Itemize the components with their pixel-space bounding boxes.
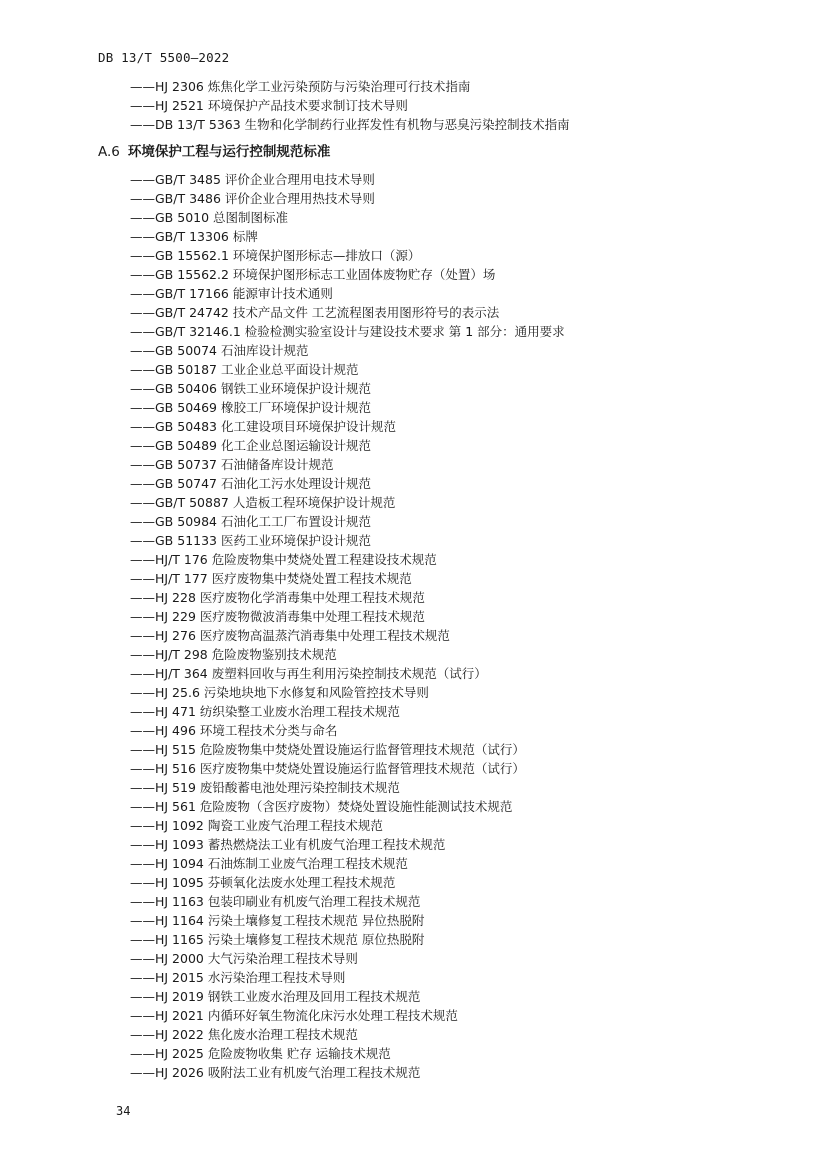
standard-list-item: ——GB 50984 石油化工工厂布置设计规范: [130, 514, 371, 529]
standard-list-item: ——GB 5010 总图制图标准: [130, 210, 289, 225]
standard-list-item: ——HJ 496 环境工程技术分类与命名: [130, 723, 338, 738]
standard-list-item: ——HJ 2026 吸附法工业有机废气治理工程技术规范: [130, 1065, 421, 1080]
standard-list-item: ——HJ/T 176 危险废物集中焚烧处置工程建设技术规范: [130, 552, 437, 567]
standard-list-item: ——HJ 2306 炼焦化学工业污染预防与污染治理可行技术指南: [130, 79, 471, 94]
page-number: 34: [116, 1104, 131, 1118]
standard-list-item: ——HJ 1094 石油炼制工业废气治理工程技术规范: [130, 856, 408, 871]
standard-list-item: ——HJ 2021 内循环好氧生物流化床污水处理工程技术规范: [130, 1008, 458, 1023]
standard-list-item: ——HJ 519 废铅酸蓄电池处理污染控制技术规范: [130, 780, 400, 795]
standard-list-item: ——HJ/T 364 废塑料回收与再生利用污染控制技术规范（试行）: [130, 666, 487, 681]
standard-list-item: ——GB 50187 工业企业总平面设计规范: [130, 362, 359, 377]
standard-list-item: ——HJ 471 纺织染整工业废水治理工程技术规范: [130, 704, 400, 719]
standard-list-item: ——GB 50469 橡胶工厂环境保护设计规范: [130, 400, 371, 415]
standard-list-item: ——HJ 2015 水污染治理工程技术导则: [130, 970, 346, 985]
standard-list-item: ——GB/T 32146.1 检验检测实验室设计与建设技术要求 第 1 部分：通用要求: [130, 324, 565, 339]
standard-list-item: ——HJ 1092 陶瓷工业废气治理工程技术规范: [130, 818, 383, 833]
standard-list-item: ——HJ 2521 环境保护产品技术要求制订技术导则: [130, 98, 408, 113]
standard-list-item: ——GB 50747 石油化工污水处理设计规范: [130, 476, 371, 491]
standard-list-item: ——HJ 25.6 污染地块地下水修复和风险管控技术导则: [130, 685, 429, 700]
section-heading: [98, 141, 330, 163]
standard-list-item: ——GB/T 13306 标牌: [130, 229, 258, 244]
standard-list-item: ——GB/T 17166 能源审计技术通则: [130, 286, 333, 301]
standard-list-item: ——HJ 1095 芬顿氧化法废水处理工程技术规范: [130, 875, 396, 890]
standard-list-item: ——GB/T 50887 人造板工程环境保护设计规范: [130, 495, 396, 510]
standard-list-item: ——HJ 515 危险废物集中焚烧处置设施运行监督管理技术规范（试行）: [130, 742, 525, 757]
standard-list-item: ——GB 50406 钢铁工业环境保护设计规范: [130, 381, 371, 396]
standard-list-item: ——GB 50074 石油库设计规范: [130, 343, 309, 358]
intro-standards-list: [130, 77, 570, 134]
standard-list-item: ——HJ 561 危险废物（含医疗废物）焚烧处置设施性能测试技术规范: [130, 799, 513, 814]
section-title: 环境保护工程与运行控制规范标准: [127, 144, 331, 160]
document-header: DB 13/T 5500—2022: [98, 50, 230, 65]
standard-list-item: ——GB 15562.2 环境保护图形标志工业固体废物贮存（处置）场: [130, 267, 496, 282]
standard-list-item: ——HJ/T 177 医疗废物集中焚烧处置工程技术规范: [130, 571, 412, 586]
standard-list-item: ——HJ 276 医疗废物高温蒸汽消毒集中处理工程技术规范: [130, 628, 450, 643]
section-standards-list: [130, 170, 565, 1082]
standard-list-item: ——HJ 229 医疗废物微波消毒集中处理工程技术规范: [130, 609, 425, 624]
standard-list-item: ——HJ 1163 包装印刷业有机废气治理工程技术规范: [130, 894, 421, 909]
standard-list-item: ——GB/T 24742 技术产品文件 工艺流程图表用图形符号的表示法: [130, 305, 500, 320]
standard-list-item: ——GB 50489 化工企业总图运输设计规范: [130, 438, 371, 453]
section-number: A.6: [98, 144, 120, 160]
standard-list-item: ——HJ 2022 焦化废水治理工程技术规范: [130, 1027, 358, 1042]
standard-list-item: ——HJ 1093 蓄热燃烧法工业有机废气治理工程技术规范: [130, 837, 446, 852]
standard-list-item: ——HJ 516 医疗废物集中焚烧处置设施运行监督管理技术规范（试行）: [130, 761, 525, 776]
standard-list-item: ——DB 13/T 5363 生物和化学制药行业挥发性有机物与恶臭污染控制技术指南: [130, 117, 570, 132]
standard-list-item: ——HJ 1165 污染土壤修复工程技术规范 原位热脱附: [130, 932, 425, 947]
standard-list-item: ——HJ 2000 大气污染治理工程技术导则: [130, 951, 358, 966]
standard-list-item: ——GB 50737 石油储备库设计规范: [130, 457, 334, 472]
standard-list-item: ——GB 15562.1 环境保护图形标志—排放口（源）: [130, 248, 421, 263]
standard-list-item: ——GB 51133 医药工业环境保护设计规范: [130, 533, 371, 548]
standard-list-item: ——HJ/T 298 危险废物鉴别技术规范: [130, 647, 337, 662]
standard-list-item: ——HJ 228 医疗废物化学消毒集中处理工程技术规范: [130, 590, 425, 605]
standard-list-item: ——GB 50483 化工建设项目环境保护设计规范: [130, 419, 396, 434]
standard-list-item: ——GB/T 3486 评价企业合理用热技术导则: [130, 191, 375, 206]
standard-list-item: ——HJ 2019 钢铁工业废水治理及回用工程技术规范: [130, 989, 421, 1004]
standard-list-item: ——HJ 2025 危险废物收集 贮存 运输技术规范: [130, 1046, 391, 1061]
standard-list-item: ——GB/T 3485 评价企业合理用电技术导则: [130, 172, 375, 187]
standard-list-item: ——HJ 1164 污染土壤修复工程技术规范 异位热脱附: [130, 913, 425, 928]
